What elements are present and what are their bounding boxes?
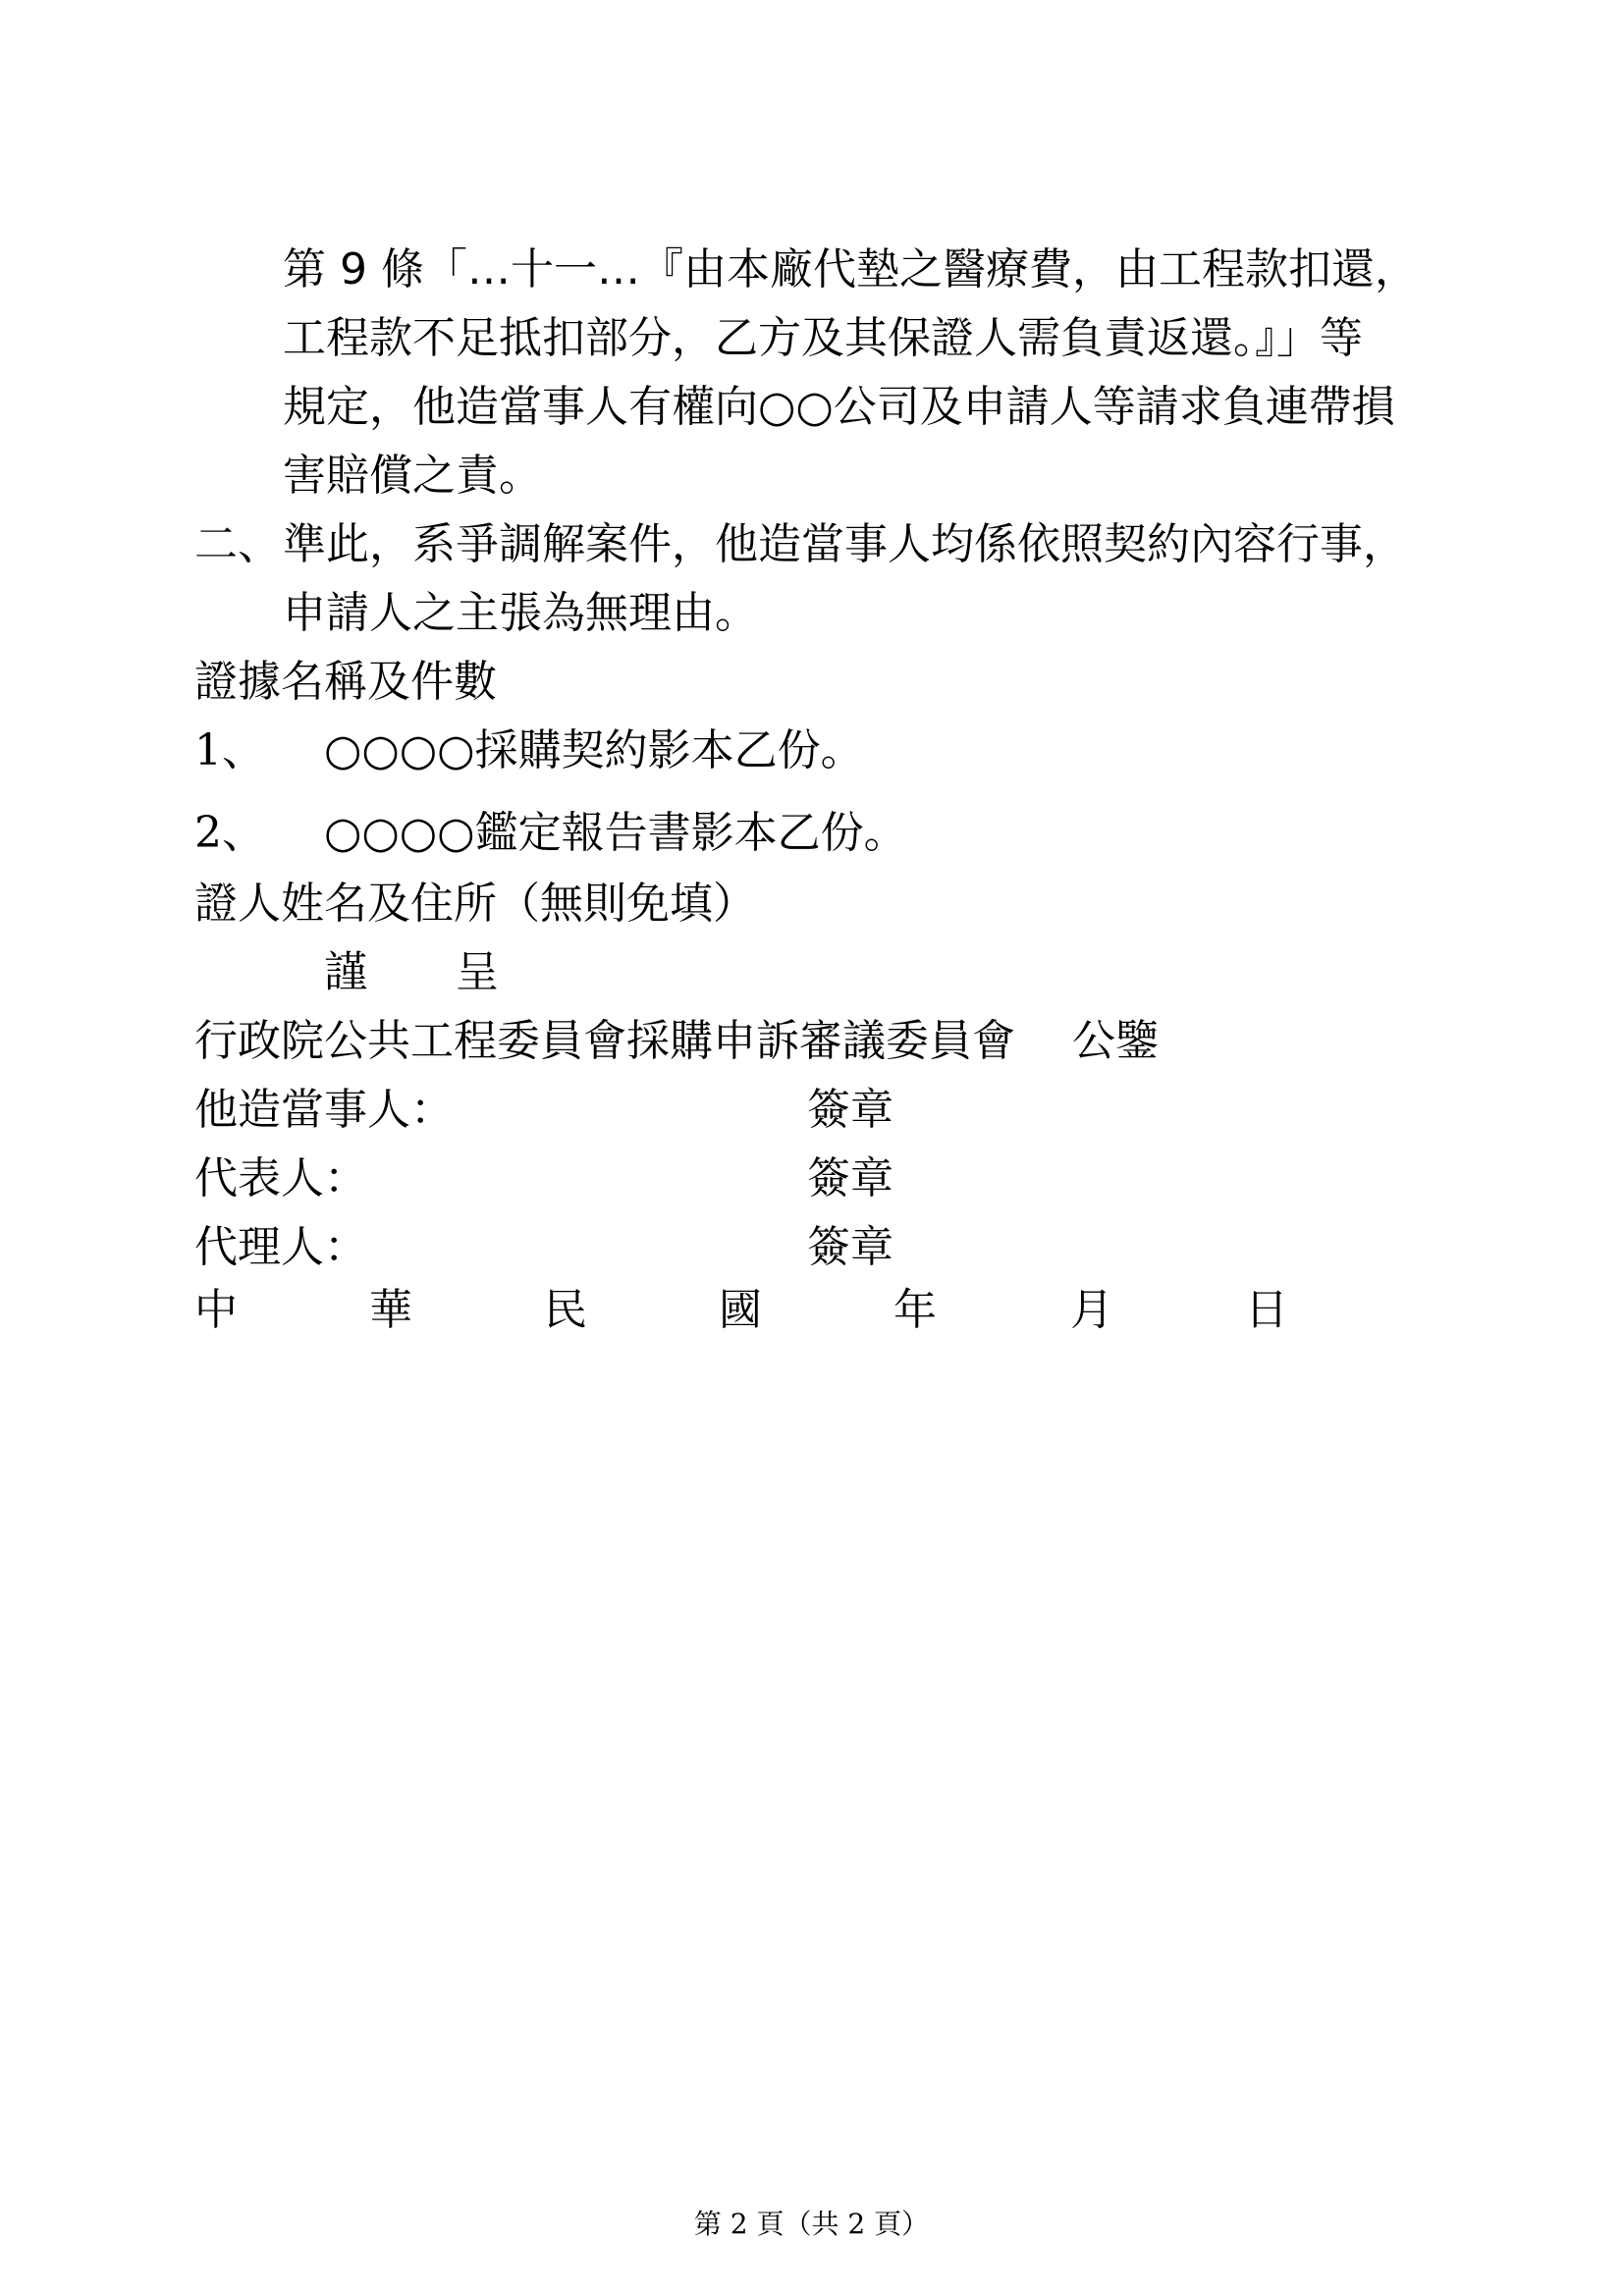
paragraph-line: 第 9 條「…十一…『由本廠代墊之醫療費，由工程款扣還， xyxy=(283,244,1418,294)
witness-line: 證人姓名及住所（無則免填） xyxy=(194,879,756,929)
page-footer: 第 2 頁（共 2 頁） xyxy=(693,2208,930,2240)
evidence-item: ○○○○鑑定報告書影本乙份。 xyxy=(324,808,907,858)
respectfully-char: 呈 xyxy=(456,947,499,997)
paragraph-line: 申請人之主張為無理由。 xyxy=(283,588,758,638)
paragraph-line: 工程款不足抵扣部分，乙方及其保證人需負責返還。』」等 xyxy=(283,313,1363,363)
evidence-number: 1、 xyxy=(194,725,265,775)
paragraph-line: 害賠償之責。 xyxy=(283,451,542,501)
date-char: 華 xyxy=(369,1285,412,1335)
paragraph-line: 準此，系爭調解案件，他造當事人均係依照契約內容行事， xyxy=(283,519,1406,569)
evidence-item: ○○○○採購契約影本乙份。 xyxy=(324,725,864,775)
date-char: 日 xyxy=(1245,1285,1288,1335)
date-char: 國 xyxy=(719,1285,762,1335)
signature-seal: 簽章 xyxy=(807,1153,893,1203)
evidence-heading: 證據名稱及件數 xyxy=(194,657,497,707)
date-char: 民 xyxy=(544,1285,587,1335)
date-char: 年 xyxy=(893,1285,937,1335)
addressee-suffix: 公鑒 xyxy=(1072,1016,1159,1066)
signature-label: 代理人： xyxy=(194,1222,367,1272)
paragraph-line: 規定，他造當事人有權向○○公司及申請人等請求負連帶損 xyxy=(283,382,1395,432)
signature-label: 代表人： xyxy=(194,1153,367,1203)
list-marker: 二、 xyxy=(194,519,281,569)
evidence-number: 2、 xyxy=(194,808,265,858)
addressee: 行政院公共工程委員會採購申訴審議委員會 xyxy=(194,1016,1015,1066)
signature-seal: 簽章 xyxy=(807,1085,893,1135)
signature-label: 他造當事人： xyxy=(194,1085,454,1135)
date-char: 月 xyxy=(1070,1285,1113,1335)
date-char: 中 xyxy=(194,1285,238,1335)
respectfully-char: 謹 xyxy=(324,947,367,997)
signature-seal: 簽章 xyxy=(807,1222,893,1272)
